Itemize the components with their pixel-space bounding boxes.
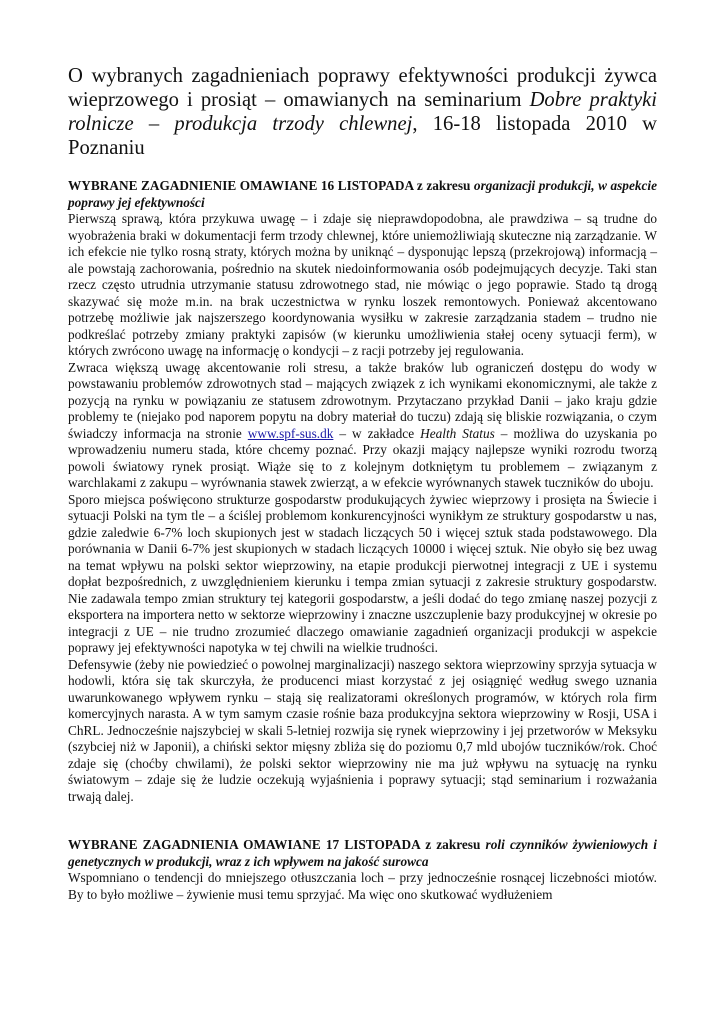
section1-heading-mid: z zakresu: [413, 178, 474, 193]
section1-paragraph-2-c: – możliwa do uzyskania po wprowadzeniu numeru stada, które chcemy poznać. Przy okazji mający najlepsze wyniki rozrodu tworzą powoli światowy rynek prosiąt. Wiąże się to z kolejnym dotkniętym tu problemem – związanym z warchlakami z zakupu – wyrównania stawek zwierząt, a w efekcie wyrównanych stawek tuczników do uboju.: [68, 425, 657, 490]
section2-heading-mid: z zakresu: [420, 837, 486, 852]
spf-sus-link[interactable]: www.spf-sus.dk: [247, 425, 334, 441]
title-part1: O wybranych zagadnieniach poprawy efektywności produkcji żywca wieprzowego i prosiąt – omawianych na seminarium: [68, 65, 657, 111]
section1-paragraph-2-b: – w zakładce: [333, 425, 421, 441]
section1-paragraph-2-italic: Health Status: [420, 425, 495, 441]
title-italic: Dobre praktyki rolnicze – produkcja trzody chlewnej: [68, 89, 657, 135]
section2-heading: [68, 837, 657, 870]
section2-heading-caps: WYBRANE ZAGADNIENIA OMAWIANE 17 LISTOPADA: [68, 837, 420, 852]
section1-heading-caps: WYBRANE ZAGADNIENIE OMAWIANE 16 LISTOPADA: [68, 178, 414, 193]
section1-paragraph-3: Sporo miejsca poświęcono strukturze gospodarstw produkujących żywiec wieprzowy i prosięta na Świecie i sytuacji Polski na tym tle – a ściślej problemom konkurencyjności wynikłym ze struktury gospodarstw u nas, gdzie zaledwie 6-7% loch skupionych jest w stadach liczących 50 i więcej sztuk stada podstawowego. Dla porównania w Danii 6-7% jest skupionych w stadach liczących 10000 i więcej sztuk. Nie obyło się bez uwag na temat wpływu na polski sektor wieprzowiny, na etapie produkcji pierwotnej integracji z UE i systemu dopłat bezpośrednich, z uwzględnieniem kierunku i tempa zmian sytuacji z zakresie struktury gospodarstw. Nie zadawala tempo zmian struktury tej kategorii gospodarstw, a jeśli dodać do tego zmianę naszej pozycji z eksportera na importera netto w sektorze wieprzowiny i znaczne uszczuplenie bazy produkcyjnej w okresie po integracji z UE – nie trudno zrozumieć dlaczego omawianie zagadnień organizacji produkcji w aspekcie poprawy jej efektywności napotyka w tej chwili na wielkie trudności.: [68, 491, 657, 655]
section2-heading-italic: roli czynników żywieniowych i genetycznych w produkcji, wraz z ich wpływem na jakość surowca: [68, 837, 657, 869]
section1-heading-italic: organizacji produkcji, w aspekcie poprawy jej efektywności: [68, 178, 657, 210]
section2-paragraph-1: Wspomniano o tendencji do mniejszego otłuszczania loch – przy jednocześnie rosnącej liczebności miotów. By to było możliwe – żywienie musi temu sprzyjać. Ma więc ono skutkować wydłużeniem: [68, 870, 657, 902]
section1-paragraph-2: [68, 360, 657, 492]
document-title: [68, 64, 657, 160]
section1-paragraph-4: Defensywie (żeby nie powiedzieć o powolnej marginalizacji) naszego sektora wieprzowiny sprzyja sytuacja w hodowli, która się tak skurczyła, że producenci miast korzystać z jej osiągnięć według swego uznania uwarunkowanego wpływem rynku – stają się realizatorami określonych programów, w których rola firm komercyjnych narasta. A w tym samym czasie rośnie baza produkcyjna sektora wieprzowiny w Rosji, USA i ChRL. Jednocześnie najszybciej w skali 5-letniej rozwija się rynek wieprzowiny i jej przetworów w Meksyku (szybciej niż w Japonii), a chiński sektor mięsny zbliża się do poziomu 0,7 mld ubojów tuczników/rok. Choć zdaje się (choćby chwilami), że polski sektor wieprzowiny nie ma już wpływu na sytuację na rynku światowym – zdaje się że ludzie oczekują wyjaśnienia i poprawy sytuacji; stąd seminarium i rozważania trwają dalej.: [68, 656, 657, 804]
section1-paragraph-2-a: Zwraca większą uwagę akcentowanie roli stresu, a także braków lub ograniczeń dostępu do wody w powstawaniu problemów zdrowotnych stad – mających związek z ich wynikami ekonomicznymi, ale także z pozycją na rynku w powiązaniu ze statusem zdrowotnym. Przytaczano przykład Danii – jako kraju gdzie problemy te (niejako pod naporem popytu na dobry materiał do tuczu) zdają się bliskie rozwiązania, o czym świadczy informacja na stronie: [68, 359, 657, 441]
section1-paragraph-1: Pierwszą sprawą, która przykuwa uwagę – i zdaje się nieprawdopodobna, ale prawdziwa – są trudne do wyobrażenia braki w dokumentacji ferm trzody chlewnej, które uniemożliwiają skuteczne nią zarządzanie. W ich efekcie nie tylko rosną straty, których można by uniknąć – dysponując lepszą (przekrojową) informacją – ale powstają zachorowania, pośrednio na skutek niedoinformowania osób podejmujących decyzje. Taki stan rzecz często utrudnia utrzymanie statusu zdrowotnego stad, nie mówiąc o jego poprawie. Stado tą drogą skazywać się może m.in. na brak uczestnictwa w rynku loszek remontowych. Ponieważ akcentowano potrzebę możliwie jak najszerszego koordynowania wysiłku w zakresie zarządzania stadem – trudno nie podkreślać potrzeby zmiany praktyki zapisów (w kierunku umożliwienia stałej oceny sytuacji ferm), w których zwrócono uwagę na informację o kondycji – z racji potrzeby jej regulowania.: [68, 211, 657, 358]
document-page: [68, 64, 657, 903]
section-divider-space: [68, 805, 657, 837]
title-part2: , 16-18 listopada 2010 w Poznaniu: [68, 113, 657, 159]
section1-heading: [68, 178, 657, 211]
